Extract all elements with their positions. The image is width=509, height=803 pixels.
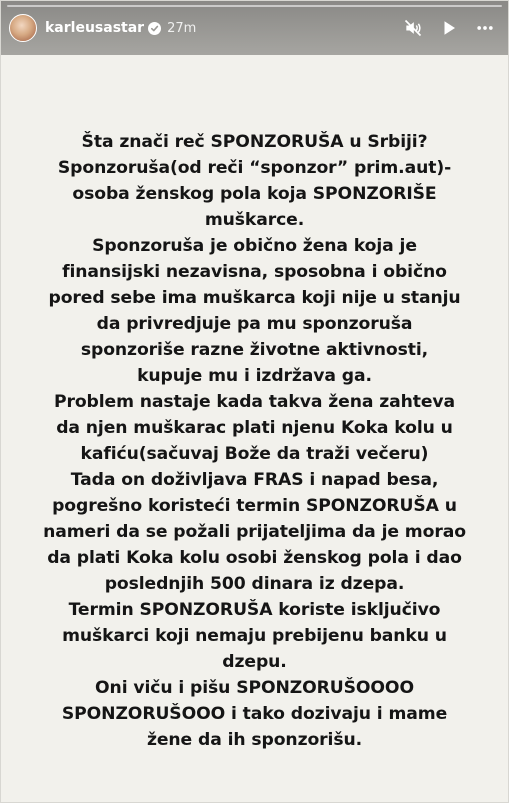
story-text-line: Termin SPONZORUŠA koriste isključivo bbox=[68, 600, 441, 620]
username[interactable]: karleusastar bbox=[45, 20, 145, 36]
story-text-line: dzepu. bbox=[222, 652, 287, 672]
story-text-line: kupuje mu i izdržava ga. bbox=[137, 366, 372, 386]
story-text-line: pogrešno koristeći termin SPONZORUŠA u bbox=[52, 496, 457, 516]
story-text-line: finansijski nezavisna, sposobna i obično bbox=[62, 262, 447, 282]
story-text-line: da njen muškarac plati njenu Koka kolu u bbox=[56, 418, 453, 438]
story-text-line: SPONZORUŠOOO i tako dozivaju i mame bbox=[61, 704, 448, 724]
story-text-line: Problem nastaje kada takva žena zahteva bbox=[53, 392, 456, 412]
story-text-line: nameri da se požali prijateljima da je morao bbox=[43, 522, 466, 542]
story-text-line: Sponzoruša je obično žena koja je bbox=[92, 236, 417, 256]
story-text-line: muškarci koji nemaju prebijenu banku u bbox=[62, 626, 447, 646]
more-options-button[interactable] bbox=[472, 15, 498, 41]
story-text-line: Šta znači reč SPONZORUŠA u Srbiji? bbox=[81, 132, 428, 152]
verified-badge-icon bbox=[148, 22, 161, 35]
more-icon bbox=[475, 18, 495, 38]
story-text-line: žene da ih sponzorišu. bbox=[146, 730, 363, 750]
story-text-line: Sponzoruša(od reči “sponzor” prim.aut)- bbox=[57, 158, 452, 178]
play-icon bbox=[440, 19, 458, 37]
story-text bbox=[1, 129, 508, 753]
story-header bbox=[1, 1, 508, 55]
story-text-line: sponzoriše razne životne aktivnosti, bbox=[80, 340, 429, 360]
muted-speaker-icon bbox=[403, 18, 423, 38]
story-text-line: da plati Koka kolu osobi ženskog pola i dao bbox=[47, 548, 462, 568]
story-text-line: pored sebe ima muškarca koji nije u stanju bbox=[48, 288, 461, 308]
story-text-line: Oni viču i pišu SPONZORUŠOOOO bbox=[95, 678, 414, 698]
play-button[interactable] bbox=[436, 15, 462, 41]
story-text-line: kafiću(sačuvaj Bože da traži večeru) bbox=[80, 444, 429, 464]
story-text-line: da privredjuje pa mu sponzoruša bbox=[96, 314, 413, 334]
story-text-line: poslednjih 500 dinara iz dzepa. bbox=[104, 574, 405, 594]
story-timestamp: 27m bbox=[167, 20, 197, 36]
profile-avatar[interactable] bbox=[9, 14, 37, 42]
story-progress-bar bbox=[7, 5, 502, 7]
story-text-line: osoba ženskog pola koja SPONZORIŠE bbox=[72, 184, 437, 204]
story-text-line: Tada on doživljava FRAS i napad besa, bbox=[70, 470, 439, 490]
story-text-line: muškarce. bbox=[204, 210, 305, 230]
mute-button[interactable] bbox=[400, 15, 426, 41]
